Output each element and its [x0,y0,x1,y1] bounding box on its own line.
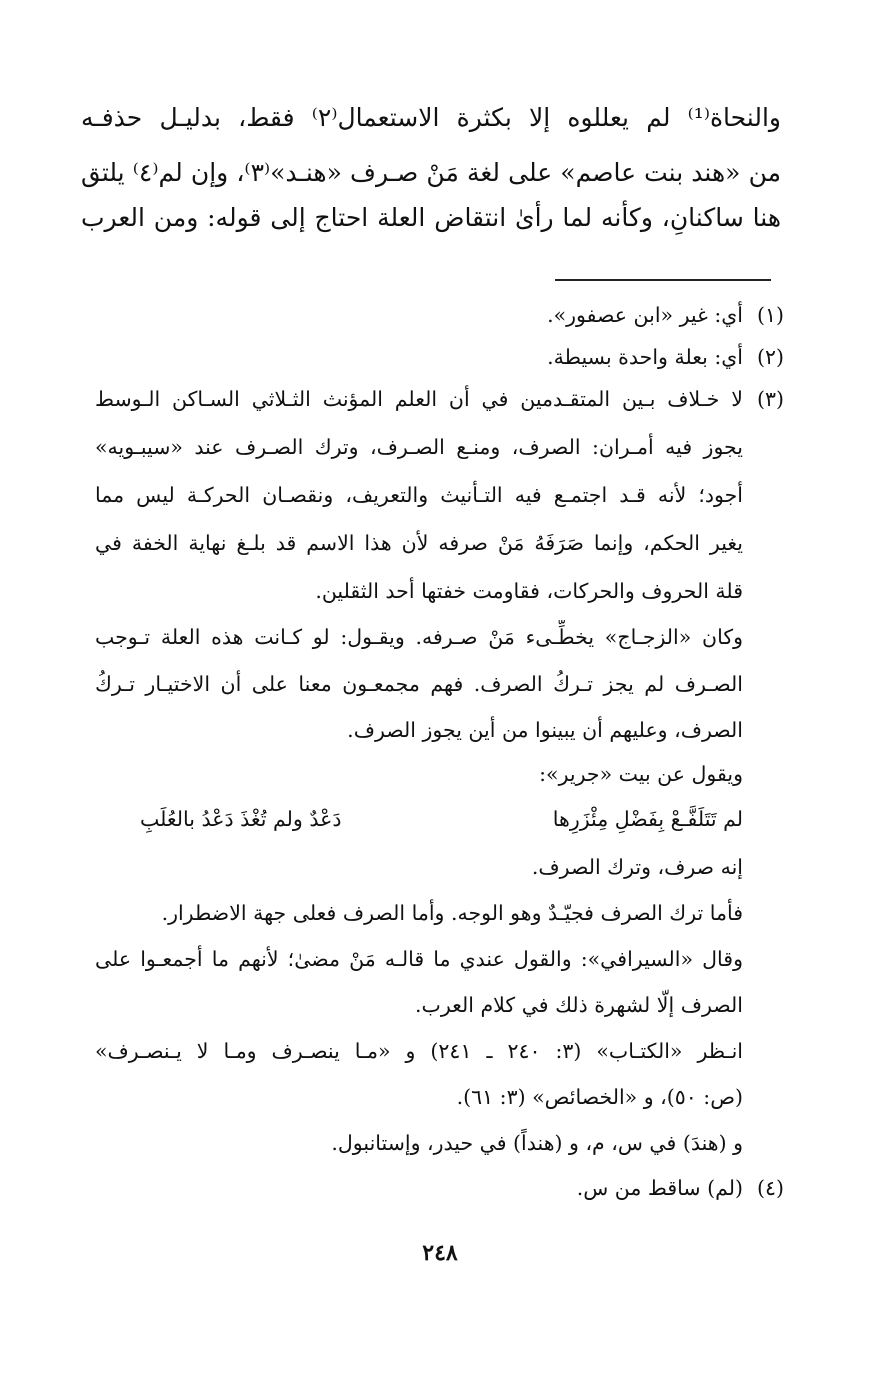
poem-first-hemistich: لم تَتَلَفَّـعْ بِفَضْلِ مِئْزَرِها [552,807,743,831]
footnote-number-2: (٢) [756,345,784,369]
footnote-number-1: (١) [756,303,784,327]
footnote-3-line: انـظر «الكتـاب» (٣: ٢٤٠ ـ ٢٤١) و «مـا ينصـرف ومـا لا يـنصـرف» [95,1039,743,1063]
footnote-3-line: أجود؛ لأنه قـد اجتمـع فيه التـأنيث والتعريف، ونقصـان الحركـة ليس مما [95,483,743,507]
footnote-3-line: وقال «السيرافي»: والقول عندي ما قالـه مَنْ مضىٰ؛ لأنهم ما أجمعـوا على [95,947,743,971]
footnote-3-line: الصرف إلّا لشهرة ذلك في كلام العرب. [415,993,743,1017]
footnote-3-line: ويقول عن بيت «جرير»: [539,762,743,786]
footnote-4-text: (لم) ساقط من س. [576,1176,743,1200]
footnote-3-line: وكان «الزجـاج» يخطِّـىء مَنْ صـرفه. ويقـول: لو كـانت هذه العلة تـوجب [95,625,743,649]
footnote-1-text: أي: غير «ابن عصفور». [547,303,743,327]
main-text-line-3: هنا ساكنانِ، وكأنه لما رأىٰ انتقاض العلة احتاج إلى قوله: ومن العرب [81,203,781,232]
page-number: ٢٤٨ [422,1240,458,1266]
footnote-3-line: إنه صرف، وترك الصرف. [531,855,743,879]
footnote-number-3: (٣) [756,387,784,411]
footnote-3-line: و (هندَ) في س، م، و (هنداً) في حيدر، وإستانبول. [331,1131,743,1155]
footnote-3-line: يجوز فيه أمـران: الصرف، ومنـع الصـرف، وترك الصـرف عند «سيبـويه» [95,435,743,459]
main-text-line-2: من «هند بنت عاصم» على لغة مَنْ صـرف «هنـد»⁽٣⁾، وإن لم⁽٤⁾ يلتق [81,158,781,187]
footnote-3-line: يغير الحكم، وإنما صَرَفَهُ مَنْ صرفه لأن هذا الاسم قد بلـغ نهاية الخفة في [95,531,743,555]
footnote-3-line: قلة الحروف والحركات، فقاومت خفتها أحد الثقلين. [315,579,743,603]
footnote-number-4: (٤) [756,1176,784,1200]
footnote-3-line: الصرف، وعليهم أن يبينوا من أين يجوز الصرف. [347,718,743,742]
footnote-3-line: الصـرف لم يجز تـركُ الصرف. فهم مجمعـون معنا على أن الاختيـار تـركُ [95,672,743,696]
footnote-separator [555,279,771,281]
footnote-3-line: (ص: ٥٠)، و «الخصائص» (٣: ٦١). [456,1085,743,1109]
poem-second-hemistich: دَعْدٌ ولم تُغْذَ دَعْدُ بالعُلَبِ [140,807,342,831]
footnote-2-text: أي: بعلة واحدة بسيطة. [547,345,743,369]
footnote-3-line: لا خـلاف بـين المتقـدمين في أن العلم المؤنث الثـلاثي السـاكن الـوسط [95,387,743,411]
footnote-3-line: فأما ترك الصرف فجيّـدٌ وهو الوجه. وأما الصرف فعلى جهة الاضطرار. [161,901,743,925]
main-text-line-1: والنحاة⁽¹⁾ لم يعللوه إلا بكثرة الاستعمال⁽٢⁾ فقط، بدليـل حذفـه [81,103,781,132]
